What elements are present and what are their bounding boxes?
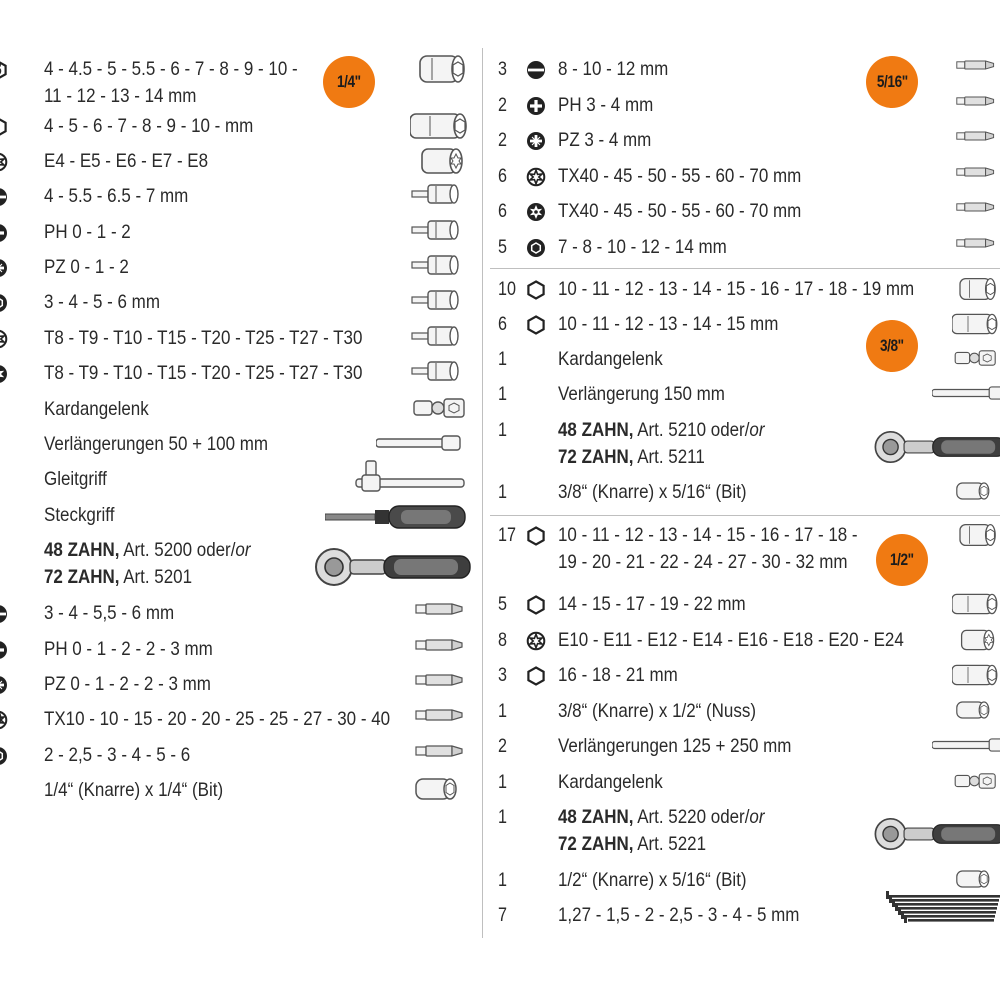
ratchet-image <box>312 546 472 593</box>
item-quantity: 1 <box>498 349 507 370</box>
phillips-icon <box>0 640 8 660</box>
item-description <box>558 200 801 223</box>
item-description <box>44 433 268 456</box>
description-line-1: PH 0 - 1 - 2 <box>44 221 131 243</box>
screwdriver-image <box>325 501 470 538</box>
item-row <box>0 672 480 698</box>
description-line-1: 3 - 4 - 5 - 6 mm <box>44 291 160 313</box>
bit-image <box>952 231 1000 260</box>
deep-socket-image <box>952 588 1000 625</box>
slotted-icon <box>0 604 8 624</box>
description-line-1: Art. 5200 oder/ <box>119 539 236 561</box>
description-line-1: PH 3 - 4 mm <box>558 94 654 116</box>
hex-key-icon <box>0 293 8 313</box>
bit-image <box>952 53 1000 82</box>
item-row <box>0 361 480 387</box>
extension-image <box>932 734 1000 761</box>
description-line-1: 14 - 15 - 17 - 19 - 22 mm <box>558 593 746 615</box>
item-quantity: 1 <box>498 701 507 722</box>
bit-image <box>410 668 470 697</box>
description-line-1: 3/8“ (Knarre) x 5/16“ (Bit) <box>558 481 747 503</box>
item-row <box>0 467 480 493</box>
item-description <box>44 779 223 802</box>
item-row <box>482 277 1000 303</box>
description-line-1: 1/4“ (Knarre) x 1/4“ (Bit) <box>44 779 224 801</box>
item-quantity: 8 <box>498 630 507 651</box>
item-row <box>0 637 480 663</box>
item-description <box>558 629 904 652</box>
item-description <box>558 593 746 616</box>
item-row <box>482 199 1000 225</box>
ujoint-image <box>952 343 1000 378</box>
item-quantity: 17 <box>498 525 516 546</box>
item-description <box>44 291 160 314</box>
item-description <box>558 383 725 406</box>
description-line-1: PZ 3 - 4 mm <box>558 129 652 151</box>
bit-image <box>410 633 470 662</box>
item-description <box>558 700 756 723</box>
item-row <box>0 114 480 140</box>
item-row <box>0 538 480 588</box>
item-row <box>0 503 480 529</box>
item-row <box>0 57 480 107</box>
ratchet-image <box>872 426 1000 473</box>
item-description <box>44 150 208 173</box>
drive-badge-5-16: 5/16" <box>866 56 918 108</box>
item-row <box>482 480 1000 506</box>
item-description <box>44 638 213 661</box>
bit-socket-image <box>410 180 470 213</box>
phillips-icon <box>526 96 546 116</box>
description-line-1: PZ 0 - 1 - 2 - 2 - 3 mm <box>44 673 211 695</box>
deep-socket-image <box>952 308 1000 345</box>
item-row <box>482 663 1000 689</box>
item-quantity: 2 <box>498 95 507 116</box>
item-description <box>44 185 188 208</box>
item-description <box>44 744 190 767</box>
item-quantity: 6 <box>498 314 507 335</box>
item-description <box>44 362 362 385</box>
hex-socket-icon <box>526 526 546 546</box>
bit-image <box>410 739 470 768</box>
description-line-1: 4 - 5.5 - 6.5 - 7 mm <box>44 185 189 207</box>
item-row <box>0 149 480 175</box>
slotted-icon <box>526 60 546 80</box>
description-line-2: Art. 5211 <box>633 446 705 468</box>
hex-socket-icon <box>0 117 8 137</box>
item-quantity: 5 <box>498 594 507 615</box>
item-description <box>558 348 663 371</box>
extension-image <box>932 382 1000 409</box>
description-line-1: E10 - E11 - E12 - E14 - E16 - E18 - E20 - E24 <box>558 629 904 651</box>
pozidriv-icon <box>0 675 8 695</box>
item-row <box>482 57 1000 83</box>
hex-key-icon <box>526 238 546 258</box>
description-line-1: 16 - 18 - 21 mm <box>558 664 678 686</box>
item-description <box>558 58 668 81</box>
item-description <box>44 115 253 138</box>
teeth-label: 72 ZAHN, <box>44 566 120 588</box>
torx-tamper-icon <box>0 364 8 384</box>
item-quantity: 1 <box>498 384 507 405</box>
item-description <box>558 869 747 892</box>
torx-socket-image <box>410 145 470 182</box>
item-quantity: 3 <box>498 665 507 686</box>
item-description <box>558 94 653 117</box>
ratchet-image <box>872 813 1000 860</box>
description-line-1: TX40 - 45 - 50 - 55 - 60 - 70 mm <box>558 200 802 222</box>
description-line-1: 8 - 10 - 12 mm <box>558 58 669 80</box>
short-socket-image <box>410 53 470 90</box>
deep-socket-image <box>952 659 1000 696</box>
item-description <box>44 58 298 108</box>
item-row <box>482 805 1000 855</box>
item-row <box>482 592 1000 618</box>
item-description <box>558 806 765 856</box>
torx-icon <box>0 710 8 730</box>
item-row <box>0 255 480 281</box>
item-description <box>558 664 678 687</box>
description-line-2: 19 - 20 - 21 - 22 - 24 - 27 - 30 - 32 mm <box>558 551 848 573</box>
description-line-1: 4 - 5 - 6 - 7 - 8 - 9 - 10 - mm <box>44 115 254 137</box>
right-column <box>482 0 1000 1000</box>
extension-image <box>376 432 466 459</box>
item-row <box>482 418 1000 468</box>
item-description <box>558 129 651 152</box>
description-line-1: Steckgriff <box>44 504 115 526</box>
item-row <box>0 707 480 733</box>
or-label: or <box>749 806 765 828</box>
bit-socket-image <box>410 286 470 319</box>
slotted-icon <box>0 187 8 207</box>
torx-icon <box>0 152 8 172</box>
phillips-icon <box>0 223 8 243</box>
adapter-image <box>952 476 1000 511</box>
item-description <box>558 771 663 794</box>
item-description <box>44 256 129 279</box>
description-line-1: Art. 5210 oder/ <box>633 419 750 441</box>
bit-image <box>952 160 1000 189</box>
torx-tamper-icon <box>526 202 546 222</box>
item-row <box>482 347 1000 373</box>
item-description <box>558 278 914 301</box>
hex-key-icon <box>0 746 8 766</box>
item-row <box>0 743 480 769</box>
item-description <box>44 708 390 731</box>
torx-socket-image <box>952 624 1000 661</box>
item-quantity: 6 <box>498 201 507 222</box>
description-line-2: 11 - 12 - 13 - 14 mm <box>44 85 197 107</box>
item-row <box>482 312 1000 338</box>
hex-socket-icon <box>0 60 8 80</box>
bit-image <box>952 89 1000 118</box>
description-line-1: TX10 - 10 - 15 - 20 - 20 - 25 - 25 - 27 - 30 - 40 <box>44 708 391 730</box>
item-quantity: 1 <box>498 420 507 441</box>
description-line-1: 10 - 11 - 12 - 13 - 14 - 15 - 16 - 17 - 18 - 19 mm <box>558 278 915 300</box>
hex-socket-icon <box>526 666 546 686</box>
item-quantity: 1 <box>498 807 507 828</box>
item-row <box>482 734 1000 760</box>
description-line-1: Kardangelenk <box>558 348 663 370</box>
description-line-2: Art. 5201 <box>119 566 193 588</box>
description-line-1: Gleitgriff <box>44 468 107 490</box>
description-line-1: Verlängerungen 50 + 100 mm <box>44 433 269 455</box>
ujoint-image <box>410 393 470 428</box>
description-line-1: 3 - 4 - 5,5 - 6 mm <box>44 602 175 624</box>
item-row <box>0 432 480 458</box>
description-line-2: Art. 5221 <box>633 833 707 855</box>
item-description <box>558 735 791 758</box>
hex-socket-icon <box>526 280 546 300</box>
teeth-label: 48 ZAHN, <box>558 806 634 828</box>
item-description <box>558 313 778 336</box>
description-line-1: PH 0 - 1 - 2 - 2 - 3 mm <box>44 638 213 660</box>
item-row <box>482 235 1000 261</box>
description-line-1: Kardangelenk <box>558 771 663 793</box>
left-column <box>0 0 480 1000</box>
item-description <box>44 504 114 527</box>
item-row <box>482 164 1000 190</box>
ujoint-image <box>952 766 1000 801</box>
item-row <box>482 128 1000 154</box>
item-description <box>558 165 801 188</box>
bit-socket-image <box>410 216 470 249</box>
description-line-1: PZ 0 - 1 - 2 <box>44 256 129 278</box>
item-description <box>44 468 107 491</box>
item-description <box>44 602 174 625</box>
item-quantity: 1 <box>498 772 507 793</box>
item-quantity: 10 <box>498 279 516 300</box>
item-row <box>0 220 480 246</box>
description-line-1: 3/8“ (Knarre) x 1/2“ (Nuss) <box>558 700 756 722</box>
description-line-1: Verlängerung 150 mm <box>558 383 725 405</box>
item-description <box>44 221 131 244</box>
item-quantity: 2 <box>498 736 507 757</box>
description-line-1: Kardangelenk <box>44 398 149 420</box>
item-description <box>558 419 765 469</box>
item-description <box>44 539 251 589</box>
item-row <box>482 382 1000 408</box>
description-line-1: 4 - 4.5 - 5 - 5.5 - 6 - 7 - 8 - 9 - 10 - <box>44 58 298 80</box>
item-quantity: 7 <box>498 905 507 926</box>
adapter-image <box>952 695 1000 730</box>
description-line-1: E4 - E5 - E6 - E7 - E8 <box>44 150 209 172</box>
bit-socket-image <box>410 251 470 284</box>
teeth-label: 72 ZAHN, <box>558 833 634 855</box>
pozidriv-icon <box>526 131 546 151</box>
description-line-1: TX40 - 45 - 50 - 55 - 60 - 70 mm <box>558 165 802 187</box>
teeth-label: 48 ZAHN, <box>44 539 120 561</box>
item-row <box>482 903 1000 929</box>
drive-badge-1-2: 1/2" <box>876 534 928 586</box>
torx-icon <box>0 329 8 349</box>
description-line-1: 7 - 8 - 10 - 12 - 14 mm <box>558 236 727 258</box>
item-description <box>558 481 747 504</box>
hex-socket-icon <box>526 595 546 615</box>
item-description <box>44 398 149 421</box>
bit-socket-image <box>410 322 470 355</box>
description-line-1: 2 - 2,5 - 3 - 4 - 5 - 6 <box>44 744 191 766</box>
drive-badge-3-8: 3/8" <box>866 320 918 372</box>
short-socket-image <box>952 273 1000 310</box>
or-label: or <box>235 539 251 561</box>
item-row <box>0 326 480 352</box>
bit-image <box>952 195 1000 224</box>
description-line-1: 1/2“ (Knarre) x 5/16“ (Bit) <box>558 869 747 891</box>
or-label: or <box>749 419 765 441</box>
description-line-1: Verlängerungen 125 + 250 mm <box>558 735 792 757</box>
item-row <box>482 770 1000 796</box>
drive-badge-1-4: 1/4" <box>323 56 375 108</box>
short-socket-image <box>952 519 1000 556</box>
pozidriv-icon <box>0 258 8 278</box>
item-description <box>558 904 799 927</box>
teeth-label: 48 ZAHN, <box>558 419 634 441</box>
item-quantity: 2 <box>498 130 507 151</box>
description-line-1: Art. 5220 oder/ <box>633 806 750 828</box>
item-row <box>0 290 480 316</box>
teeth-label: 72 ZAHN, <box>558 446 634 468</box>
bit-socket-image <box>410 357 470 390</box>
bit-image <box>952 124 1000 153</box>
torx-icon <box>526 167 546 187</box>
bit-image <box>410 597 470 626</box>
item-description <box>44 673 211 696</box>
description-line-1: 10 - 11 - 12 - 13 - 14 - 15 - 16 - 17 - 18 - <box>558 524 858 546</box>
item-row <box>0 184 480 210</box>
item-row <box>0 397 480 423</box>
item-description <box>558 524 858 574</box>
item-row <box>482 628 1000 654</box>
description-line-1: 1,27 - 1,5 - 2 - 2,5 - 3 - 4 - 5 mm <box>558 904 800 926</box>
item-description <box>44 327 362 350</box>
torx-icon <box>526 631 546 651</box>
item-description <box>558 236 727 259</box>
item-row <box>0 601 480 627</box>
item-quantity: 3 <box>498 59 507 80</box>
item-quantity: 1 <box>498 870 507 891</box>
deep-socket-image <box>410 110 470 147</box>
adapter-image <box>410 774 470 809</box>
item-quantity: 5 <box>498 237 507 258</box>
hexkeys-image <box>882 891 1000 932</box>
bit-image <box>410 703 470 732</box>
item-quantity: 1 <box>498 482 507 503</box>
item-row <box>482 93 1000 119</box>
hex-socket-icon <box>526 315 546 335</box>
description-line-1: T8 - T9 - T10 - T15 - T20 - T25 - T27 - T30 <box>44 327 363 349</box>
description-line-1: 10 - 11 - 12 - 13 - 14 - 15 mm <box>558 313 779 335</box>
item-row <box>0 778 480 804</box>
description-line-1: T8 - T9 - T10 - T15 - T20 - T25 - T27 - T30 <box>44 362 363 384</box>
item-row <box>482 699 1000 725</box>
item-quantity: 6 <box>498 166 507 187</box>
